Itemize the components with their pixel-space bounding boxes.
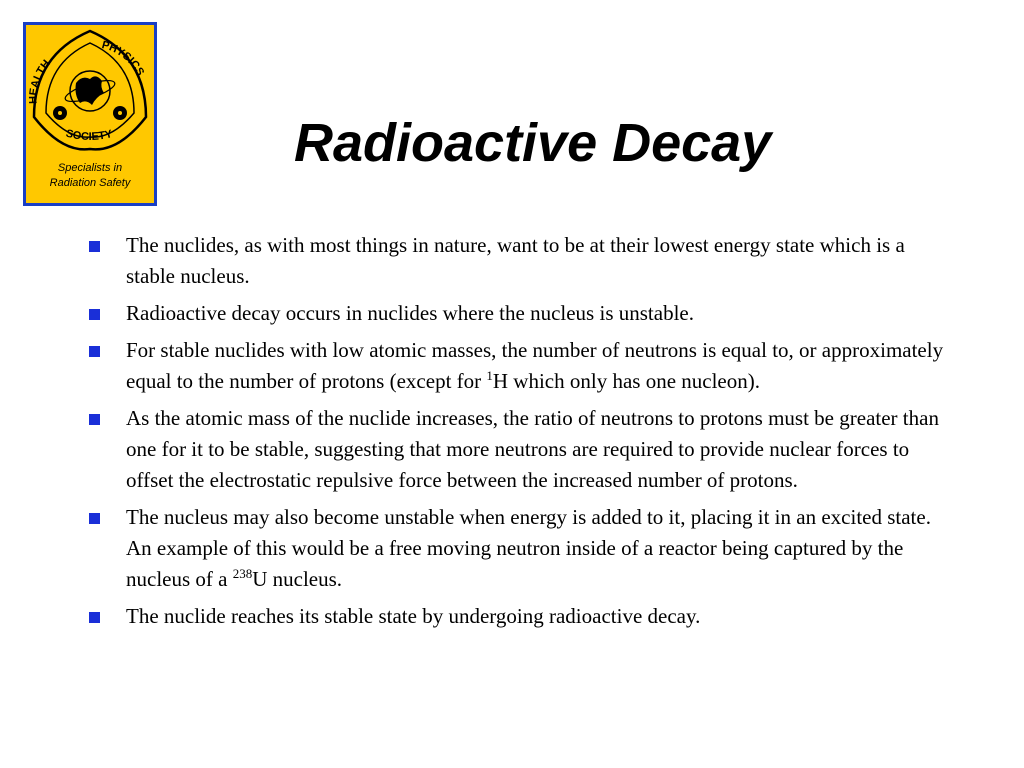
bullet-text-before: For stable nuclides with low atomic masses, the number of neutrons is equal to, or approximately equal to the number of protons (except for [126, 338, 944, 393]
bullet-item [86, 403, 956, 496]
bullet-text-after: H which only has one nucleon). [492, 369, 760, 393]
isotope-superscript: 1 [486, 368, 493, 383]
bullet-text: Radioactive decay occurs in nuclides where the nucleus is unstable. [126, 301, 694, 325]
globe-icon [63, 71, 117, 111]
health-physics-society-logo [23, 22, 157, 206]
square-bullet-icon [89, 241, 100, 252]
logo-text-society: SOCIETY [64, 127, 114, 144]
logo-tagline-line1: Specialists in [57, 162, 123, 174]
bullet-text: The nuclides, as with most things in nature, want to be at their lowest energy state which is a stable nucleus. [126, 233, 905, 288]
svg-text:HEALTH [28, 58, 53, 104]
bullet-text: The nuclide reaches its stable state by undergoing radioactive decay. [126, 604, 701, 628]
logo-text-health: HEALTH [27, 57, 53, 104]
bullet-list [86, 230, 956, 638]
square-bullet-icon [89, 612, 100, 623]
logo-emblem [26, 25, 154, 203]
isotope-superscript: 238 [232, 566, 253, 581]
bullet-item [86, 335, 956, 397]
square-bullet-icon [89, 513, 100, 524]
bullet-text: As the atomic mass of the nuclide increases, the ratio of neutrons to protons must be greater than one for it to be stable, suggesting that more neutrons are required to provide nuclear forces to offset the electrostatic repulsive force between the increased number of protons. [126, 406, 939, 492]
bullet-text-before: The nucleus may also become unstable when energy is added to it, placing it in an excited state. An example of this would be a free moving neutron inside of a reactor being captured by the nucleus of a [126, 505, 931, 591]
logo-tagline-line2: Radiation Safety [49, 177, 131, 189]
square-bullet-icon [89, 414, 100, 425]
square-bullet-icon [89, 309, 100, 320]
logo-text-physics: PHYSICS [100, 39, 147, 78]
svg-text:SOCIETY [64, 128, 114, 144]
bullet-text [126, 338, 943, 393]
bullet-item [86, 502, 956, 595]
square-bullet-icon [89, 346, 100, 357]
bullet-text [126, 505, 931, 591]
bullet-item [86, 601, 956, 632]
bullet-text-after: U nucleus. [252, 567, 343, 591]
bullet-item [86, 298, 956, 329]
slide-title: Radioactive Decay [294, 113, 772, 173]
bullet-item [86, 230, 956, 292]
